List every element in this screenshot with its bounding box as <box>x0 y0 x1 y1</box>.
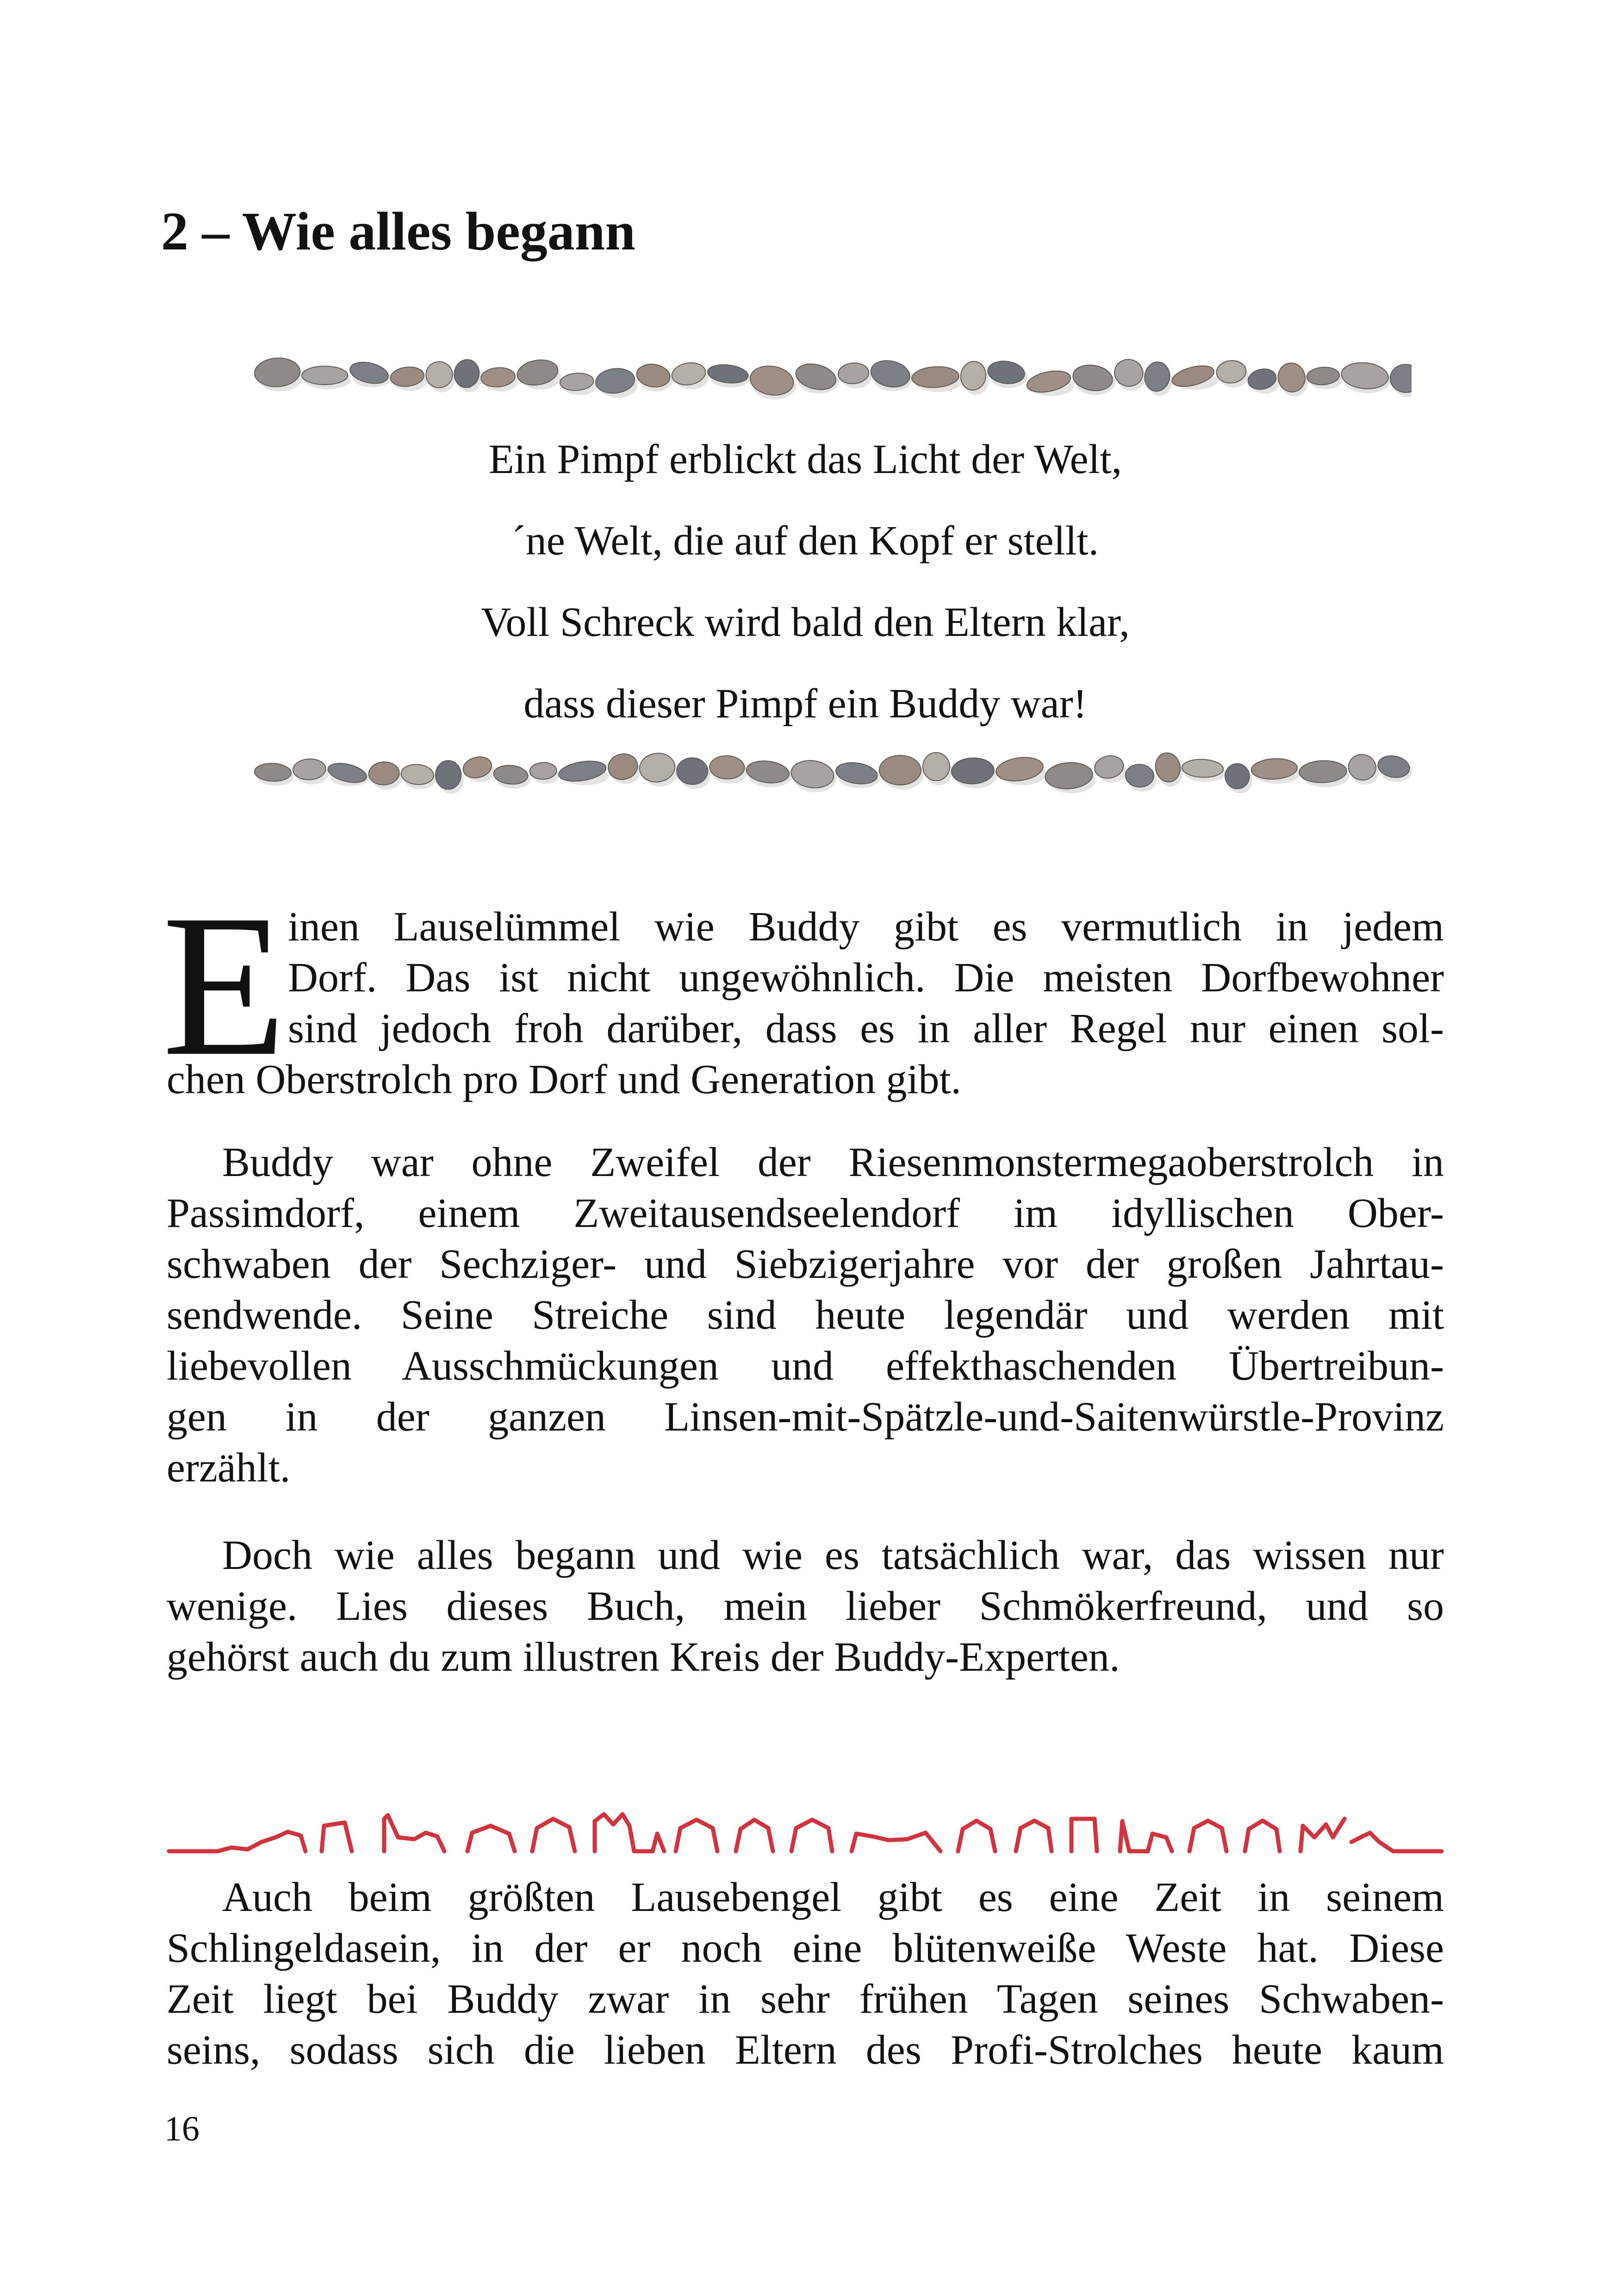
text-line: Passimdorf, einem Zweitausendseelendorf im idyllischen Ober- <box>167 1190 1444 1236</box>
drop-cap: E <box>162 873 286 1098</box>
text-line: chen Oberstrolch pro Dorf und Generation gibt. <box>167 1057 961 1102</box>
text-line: Dorf. Das ist nicht ungewöhnlich. Die meisten Dorfbewohner <box>288 955 1444 1001</box>
text-line: gen in der ganzen Linsen-mit-Spätzle-und-Saitenwürstle-Provinz <box>167 1394 1444 1440</box>
text-line: seins, sodass sich die lieben Eltern des Profi-Strolches heute kaum <box>167 2027 1444 2073</box>
text-line: sind jedoch froh darüber, dass es in aller Regel nur einen sol- <box>288 1006 1444 1052</box>
paragraph-1 <box>162 873 1444 1105</box>
text-line: Buddy war ohne Zweifel der Riesenmonstermegaoberstrolch in <box>222 1139 1444 1185</box>
pebble <box>879 755 921 785</box>
village-skyline-divider <box>167 1782 1444 1860</box>
pebble <box>922 752 950 781</box>
text-line: Schlingeldasein, in der er noch eine blütenweiße Weste hat. Diese <box>167 1925 1444 1971</box>
text-line: inen Lauselümmel wie Buddy gibt es vermutlich in jedem <box>288 904 1444 950</box>
paragraph-4 <box>167 1872 1444 2076</box>
text-line: erzählt. <box>167 1445 291 1491</box>
poem-line: Ein Pimpf erblickt das Licht der Welt, <box>488 436 1122 482</box>
text-line: gehörst auch du zum illustren Kreis der Buddy-Experten. <box>167 1634 1120 1680</box>
poem-line: ´ne Welt, die auf den Kopf er stellt. <box>511 518 1099 564</box>
pebble <box>677 758 708 785</box>
text-line: wenige. Lies dieses Buch, mein lieber Schmökerfreund, und so <box>167 1583 1444 1629</box>
chapter-title: 2 – Wie alles begann <box>161 201 636 261</box>
poem-line: Voll Schreck wird bald den Eltern klar, <box>481 599 1130 645</box>
stone-divider-bottom <box>245 743 1412 798</box>
page-number: 16 <box>164 2109 199 2148</box>
pebble <box>435 760 461 790</box>
poem-line: dass dieser Pimpf ein Buddy war! <box>523 681 1087 727</box>
text-line: Doch wie alles begann und wie es tatsächlich war, das wissen nur <box>222 1532 1444 1578</box>
stone-divider-top <box>245 348 1412 404</box>
text-line: Auch beim größten Lausebengel gibt es eine Zeit in seinem <box>222 1874 1444 1920</box>
text-line: liebevollen Ausschmückungen und effekthaschenden Übertreibun- <box>167 1343 1444 1389</box>
text-line: sendwende. Seine Streiche sind heute legendär und werden mit <box>167 1292 1444 1338</box>
pebble <box>302 366 348 385</box>
text-line: Zeit liegt bei Buddy zwar in sehr frühen Tagen seines Schwaben- <box>167 1976 1444 2022</box>
poem <box>278 419 1333 745</box>
paragraph-3 <box>167 1530 1444 1683</box>
paragraph-2 <box>167 1137 1444 1493</box>
text-line: schwaben der Sechziger- und Siebzigerjahre vor der großen Jahrtau- <box>167 1241 1444 1287</box>
pebble <box>1389 364 1412 393</box>
